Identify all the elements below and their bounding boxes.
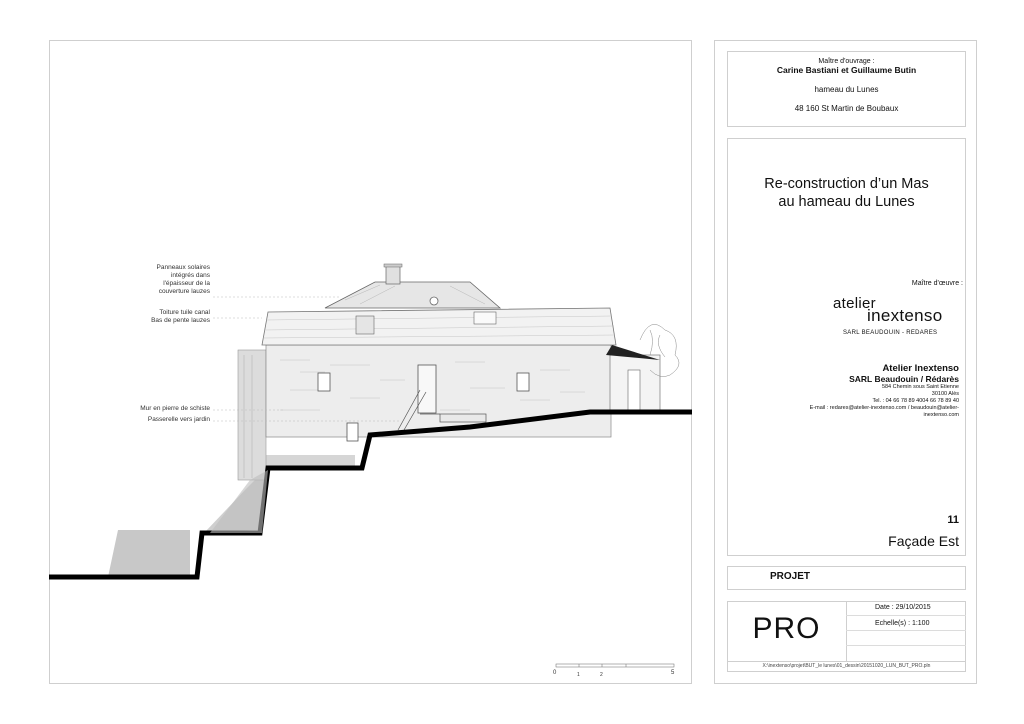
scale-label-5: 5	[671, 670, 675, 676]
phase-label: PROJET	[770, 571, 811, 582]
logo-inextenso: inextenso	[867, 306, 943, 325]
scale-label-2: 2	[600, 672, 603, 678]
scale-label-0: 0	[553, 670, 557, 676]
project-title: Re-construction d’un Mas au hameau du Lunes	[764, 176, 929, 210]
firm-addr2: 30100 Alès	[931, 391, 959, 397]
client-label: Maître d'ouvrage :	[818, 58, 875, 65]
firm-email1: E-mail : redares@atelier-inextenso.com / beaudouin@atelier-	[809, 405, 959, 411]
firm-logo	[830, 293, 965, 336]
terrain-fill-lower	[108, 530, 190, 577]
client-address2: 48 160 St Martin de Boubaux	[794, 104, 899, 113]
chimney	[386, 266, 400, 284]
oculus	[430, 297, 438, 305]
logo-sub: SARL BEAUDOUIN - REDARES	[843, 330, 938, 336]
scale: Echelle(s) : 1:100	[875, 620, 930, 627]
window-2	[517, 373, 529, 391]
firm-sarl: SARL Beaudouin / Rédarès	[849, 374, 959, 384]
phase-box	[727, 566, 966, 590]
window-3	[347, 423, 358, 441]
logo-atelier: atelier	[833, 295, 876, 312]
firm-email2: inextenso.com	[923, 412, 959, 418]
firm-addr1: 584 Chemin sous Saint Etienne	[881, 384, 959, 390]
firm-details	[727, 363, 959, 419]
client-box	[727, 51, 966, 127]
annotation-wall: Mur en pierre de schiste	[140, 405, 210, 412]
scale-bar	[556, 664, 674, 667]
architect-label: Maître d'œuvre :	[911, 280, 963, 287]
annotation-walkway: Passerelle vers jardin	[147, 416, 210, 423]
firm-name: Atelier Inextenso	[882, 363, 959, 374]
info-divider	[846, 601, 847, 661]
annotation-roof: Toiture tuile canal Bas de pente lauzes	[151, 309, 210, 324]
scale-label-1: 1	[577, 672, 580, 678]
client-address1: hameau du Lunes	[814, 85, 879, 94]
date: Date : 29/10/2015	[875, 604, 931, 611]
sheet-number: 11	[947, 514, 959, 526]
annotation-solar: Panneaux solaires intégrés dans l'épaisseur de la couverture lauzes	[156, 264, 210, 295]
sheet-title: Façade Est	[888, 533, 959, 549]
phase-code: PRO	[752, 612, 821, 645]
window-1	[318, 373, 330, 391]
firm-tel: Tel. : 04 66 78 89 4004 66 78 89 40	[872, 398, 959, 404]
upper-roof	[325, 282, 500, 308]
file-path: X:\inextenso\projet\BUT_le lunes\01_dessin\20151020_LUN_BUT_PRO.pln	[762, 663, 931, 669]
client-names: Carine Bastiani et Guillaume Butin	[776, 65, 917, 75]
door	[418, 365, 436, 413]
